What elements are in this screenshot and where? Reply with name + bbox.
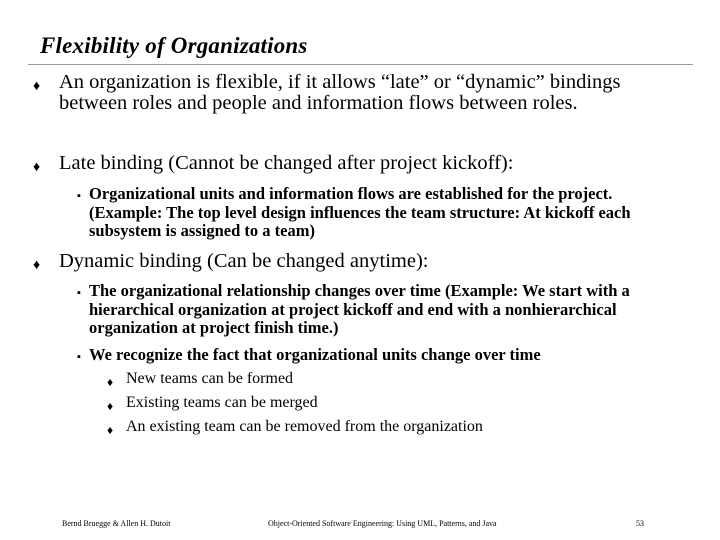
diamond-bullet-icon: ♦ [33,258,41,273]
sub-sub-bullet-removed-team [107,418,607,436]
diamond-bullet-icon: ♦ [107,423,114,437]
bullet-flexible-organization [33,72,673,114]
footer-book-title: Object-Oriented Software Engineering: Using UML, Patterns, and Java [268,519,497,528]
slide-title: Flexibility of Organizations [40,33,308,58]
diamond-bullet-icon: ♦ [107,375,114,389]
square-bullet-icon: ▪ [77,287,81,299]
bullet-text: Late binding (Cannot be changed after project kickoff): [59,152,514,174]
footer-page-number: 53 [636,519,644,528]
sub-bullet-organizational-units [77,185,677,241]
square-bullet-icon: ▪ [77,351,81,363]
sub-sub-bullet-new-teams [107,370,607,388]
sub-bullet-text: The organizational relationship changes over time (Example: We start with a hierarchical organization at project kickoff and end with a nonhierarchical organization at project finish time.) [89,281,630,337]
sub-sub-bullet-text: New teams can be formed [126,370,294,387]
bullet-dynamic-binding [33,251,673,272]
sub-bullet-text: Organizational units and information flows are established for the project. (Example: The top level design influences the team structure: At kickoff each subsystem is assigned to a team) [89,184,631,240]
bullet-late-binding [33,153,673,174]
diamond-bullet-icon: ♦ [107,399,114,413]
bullet-text: An organization is flexible, if it allows “late” or “dynamic” bindings between roles and people and information flows between roles. [59,71,621,114]
diamond-bullet-icon: ♦ [33,160,41,175]
sub-bullet-text: We recognize the fact that organizational units change over time [89,345,541,364]
bullet-text: Dynamic binding (Can be changed anytime): [59,250,429,272]
footer-authors: Bernd Bruegge & Allen H. Dutoit [62,519,171,528]
diamond-bullet-icon: ♦ [33,79,41,94]
sub-bullet-relationship-changes [77,282,677,338]
sub-sub-bullet-text: An existing team can be removed from the organization [126,418,483,435]
sub-bullet-units-change [77,346,677,365]
sub-sub-bullet-merged-teams [107,394,607,412]
square-bullet-icon: ▪ [77,190,81,202]
sub-sub-bullet-text: Existing teams can be merged [126,394,318,411]
title-divider [28,64,693,65]
